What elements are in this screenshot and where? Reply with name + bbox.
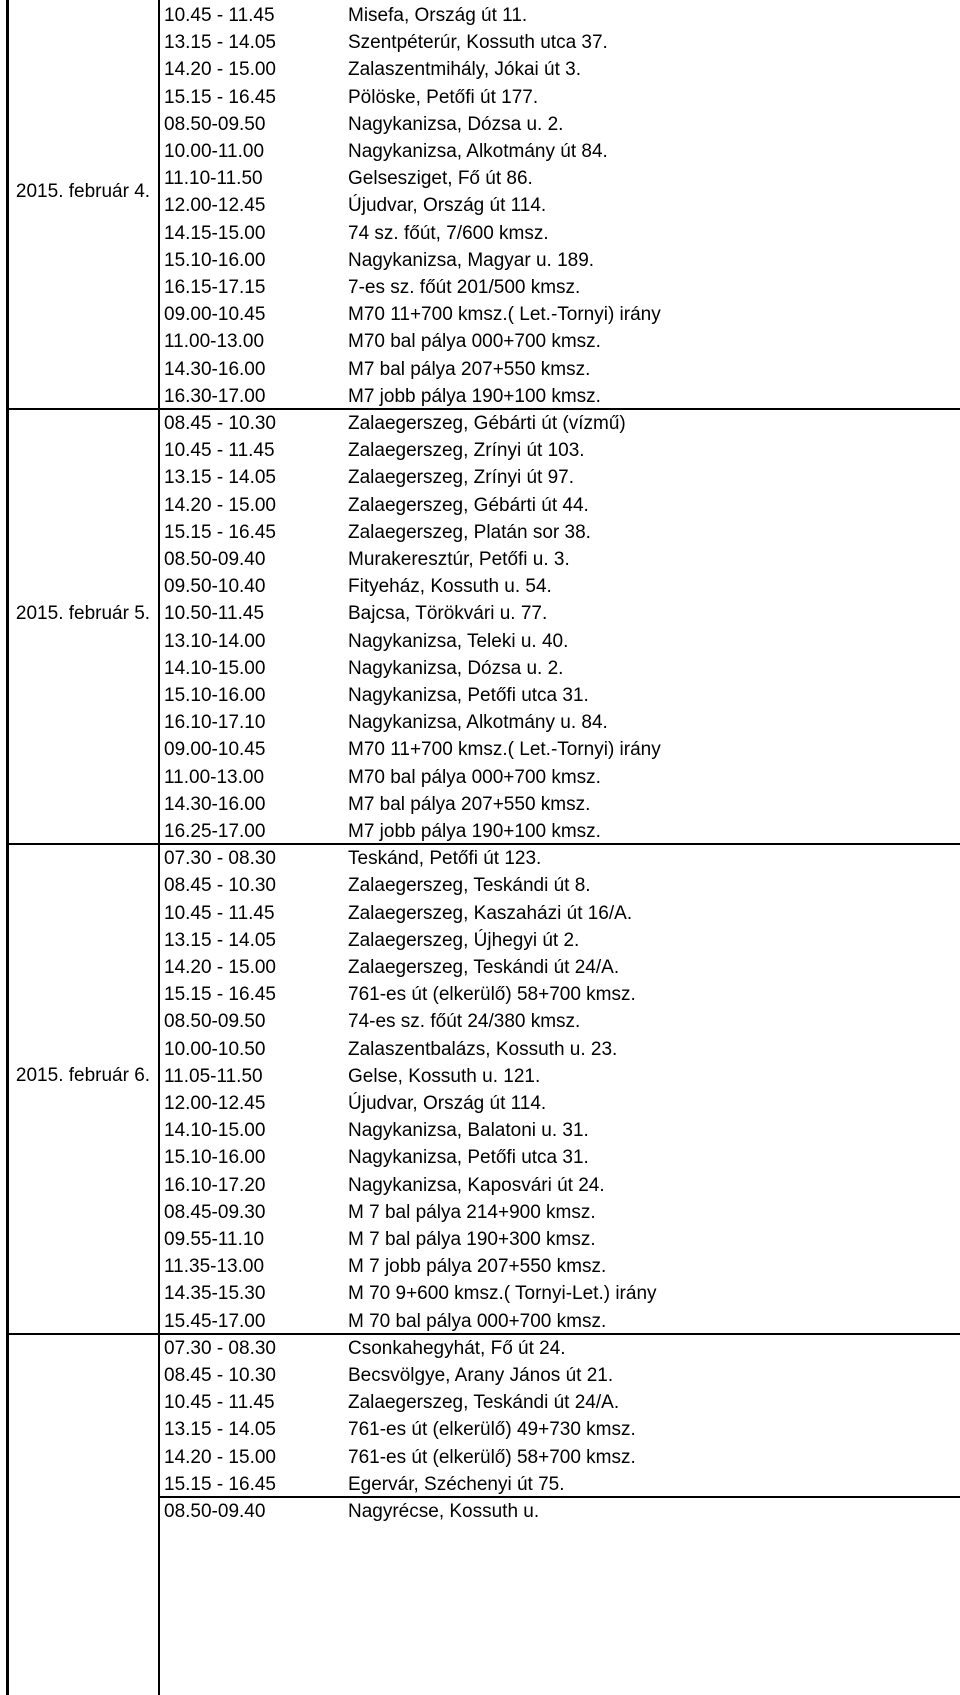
time-slot: 07.30 - 08.30 <box>164 1337 276 1359</box>
location: Zalaegerszeg, Teskándi út 8. <box>348 875 591 897</box>
schedule-row <box>160 1253 960 1281</box>
location: 7-es sz. főút 201/500 kmsz. <box>348 277 581 298</box>
time-slot: 14.30-16.00 <box>164 793 266 815</box>
time-slot: 16.10-17.10 <box>164 712 266 734</box>
time-slot: 14.10-15.00 <box>164 1120 266 1142</box>
schedule-row <box>160 682 960 710</box>
schedule-row <box>160 1498 960 1526</box>
time-slot: 15.15 - 16.45 <box>164 1473 276 1495</box>
location: M 7 jobb pálya 207+550 kmsz. <box>348 1256 607 1278</box>
location: Becsvölgye, Arany János út 21. <box>348 1365 614 1386</box>
location: Gelsesziget, Fő út 86. <box>348 168 533 190</box>
location: Nagykanizsa, Alkotmány út 84. <box>348 141 608 162</box>
time-slot: 08.50-09.50 <box>164 1011 266 1033</box>
schedule-row <box>160 900 960 928</box>
location: Nagykanizsa, Teleki u. 40. <box>348 630 569 652</box>
location: Zalaegerszeg, Platán sor 38. <box>348 521 591 543</box>
time-slot: 10.45 - 11.45 <box>164 440 275 462</box>
time-slot: 08.45 - 10.30 <box>164 413 276 434</box>
time-slot: 11.05-11.50 <box>164 1065 263 1087</box>
schedule-row <box>160 138 960 166</box>
time-slot: 13.15 - 14.05 <box>164 929 276 951</box>
schedule-row <box>160 845 960 873</box>
time-slot: 09.55-11.10 <box>164 1229 265 1250</box>
location: 74-es sz. főút 24/380 kmsz. <box>348 1011 581 1033</box>
left-border <box>6 0 9 1695</box>
time-slot: 16.15-17.15 <box>164 277 266 298</box>
schedule-row <box>160 165 960 193</box>
location: M 7 bal pálya 214+900 kmsz. <box>348 1201 596 1223</box>
time-slot: 14.20 - 15.00 <box>164 1446 276 1468</box>
time-slot: 08.50-09.40 <box>164 1501 266 1522</box>
location: Csonkahegyhát, Fő út 24. <box>348 1337 566 1359</box>
location: Nagykanizsa, Petőfi utca 31. <box>348 685 589 706</box>
schedule-row <box>160 1471 960 1499</box>
time-slot: 11.35-13.00 <box>164 1256 265 1278</box>
location: Zalaegerszeg, Kaszaházi út 16/A. <box>348 902 633 924</box>
schedule-row <box>160 791 960 819</box>
location: Nagyrécse, Kossuth u. <box>348 1501 540 1522</box>
schedule-row <box>160 736 960 764</box>
schedule-row <box>160 818 960 846</box>
location: Teskánd, Petőfi út 123. <box>348 848 542 870</box>
location: 761-es út (elkerülő) 58+700 kmsz. <box>348 1446 636 1468</box>
time-slot: 08.45 - 10.30 <box>164 875 276 897</box>
time-slot: 13.15 - 14.05 <box>164 467 276 489</box>
time-slot: 14.20 - 15.00 <box>164 494 276 516</box>
schedule-row <box>160 872 960 900</box>
schedule-row <box>160 29 960 57</box>
schedule-row <box>160 1036 960 1064</box>
time-slot: 08.50-09.50 <box>164 113 266 135</box>
location: Nagykanizsa, Balatoni u. 31. <box>348 1120 589 1142</box>
location: M 7 bal pálya 190+300 kmsz. <box>348 1229 596 1250</box>
time-slot: 14.15-15.00 <box>164 222 266 244</box>
schedule-row <box>160 628 960 656</box>
schedule-row <box>160 2 960 30</box>
location: Nagykanizsa, Alkotmány u. 84. <box>348 712 608 734</box>
time-slot: 10.50-11.45 <box>164 603 265 625</box>
schedule-row <box>160 546 960 574</box>
location: 761-es út (elkerülő) 58+700 kmsz. <box>348 984 636 1006</box>
location: Nagykanizsa, Petőfi utca 31. <box>348 1147 589 1169</box>
schedule-row <box>160 1362 960 1390</box>
location: Újudvar, Ország út 114. <box>348 195 547 217</box>
location: M7 jobb pálya 190+100 kmsz. <box>348 821 601 842</box>
location: M 70 9+600 kmsz.( Tornyi-Let.) irány <box>348 1283 657 1305</box>
time-slot: 13.15 - 14.05 <box>164 1419 276 1441</box>
time-slot: 09.50-10.40 <box>164 576 266 598</box>
schedule-row <box>160 1172 960 1200</box>
location: Zalaegerszeg, Zrínyi út 103. <box>348 440 585 462</box>
location: M70 11+700 kmsz.( Let.-Tornyi) irány <box>348 739 661 761</box>
location: Újudvar, Ország út 114. <box>348 1093 547 1114</box>
location: M7 jobb pálya 190+100 kmsz. <box>348 385 601 407</box>
location: M70 bal pálya 000+700 kmsz. <box>348 331 601 353</box>
location: 761-es út (elkerülő) 49+730 kmsz. <box>348 1419 636 1441</box>
time-slot: 11.10-11.50 <box>164 168 263 190</box>
schedule-row <box>160 437 960 465</box>
time-slot: 10.00-11.00 <box>164 141 265 162</box>
location: M7 bal pálya 207+550 kmsz. <box>348 358 591 380</box>
location: Szentpéterúr, Kossuth utca 37. <box>348 32 608 54</box>
schedule-row <box>160 1416 960 1444</box>
time-slot: 14.20 - 15.00 <box>164 59 276 81</box>
schedule-row <box>160 573 960 601</box>
schedule-row <box>160 1389 960 1417</box>
time-slot: 09.00-10.45 <box>164 739 266 761</box>
schedule-row <box>160 764 960 792</box>
time-slot: 11.00-13.00 <box>164 331 265 353</box>
time-slot: 15.10-16.00 <box>164 249 266 271</box>
time-slot: 14.35-15.30 <box>164 1283 266 1305</box>
time-slot: 15.10-16.00 <box>164 685 266 706</box>
time-slot: 15.10-16.00 <box>164 1147 266 1169</box>
location: Zalaszentbalázs, Kossuth u. 23. <box>348 1038 618 1060</box>
location: Zalaegerszeg, Teskándi út 24/A. <box>348 1392 620 1414</box>
schedule-row <box>160 1280 960 1308</box>
location: Zalaszentmihály, Jókai út 3. <box>348 59 582 81</box>
location: Zalaegerszeg, Gébárti út (vízmű) <box>348 413 626 434</box>
location: M 70 bal pálya 000+700 kmsz. <box>348 1310 607 1332</box>
time-slot: 10.45 - 11.45 <box>164 1392 275 1414</box>
location: Fityeház, Kossuth u. 54. <box>348 576 552 598</box>
location: Gelse, Kossuth u. 121. <box>348 1065 541 1087</box>
time-slot: 12.00-12.45 <box>164 1093 266 1114</box>
time-slot: 15.15 - 16.45 <box>164 521 276 543</box>
schedule-row <box>160 84 960 112</box>
schedule-row <box>160 111 960 139</box>
schedule-row <box>160 1117 960 1145</box>
time-slot: 08.45 - 10.30 <box>164 1365 276 1386</box>
day-label: 2015. február 5. <box>15 602 151 624</box>
time-slot: 09.00-10.45 <box>164 304 266 326</box>
location: Zalaegerszeg, Zrínyi út 97. <box>348 467 574 489</box>
schedule-row <box>160 192 960 220</box>
time-slot: 08.50-09.40 <box>164 549 266 570</box>
location: Misefa, Ország út 11. <box>348 5 528 26</box>
location: Bajcsa, Törökvári u. 77. <box>348 603 548 625</box>
time-slot: 11.00-13.00 <box>164 766 265 788</box>
time-slot: 16.10-17.20 <box>164 1174 266 1196</box>
schedule-row <box>160 1008 960 1036</box>
time-slot: 12.00-12.45 <box>164 195 266 217</box>
time-slot: 14.30-16.00 <box>164 358 266 380</box>
schedule-row <box>160 981 960 1009</box>
day-label: 2015. február 6. <box>15 1065 151 1086</box>
schedule-row <box>160 1226 960 1254</box>
location: Zalaegerszeg, Gébárti út 44. <box>348 494 589 516</box>
time-slot: 14.10-15.00 <box>164 657 266 679</box>
table-bottom-rule <box>158 1496 960 1498</box>
schedule-row <box>160 954 960 982</box>
schedule-row <box>160 410 960 438</box>
time-slot: 07.30 - 08.30 <box>164 848 276 870</box>
schedule-row <box>160 709 960 737</box>
location: Murakeresztúr, Petőfi u. 3. <box>348 549 570 570</box>
schedule-row <box>160 274 960 302</box>
schedule-row <box>160 301 960 329</box>
schedule-row <box>160 927 960 955</box>
schedule-row <box>160 600 960 628</box>
time-slot: 16.25-17.00 <box>164 821 266 842</box>
time-slot: 13.10-14.00 <box>164 630 266 652</box>
location: Nagykanizsa, Dózsa u. 2. <box>348 657 564 679</box>
schedule-row <box>160 1063 960 1091</box>
schedule-row <box>160 519 960 547</box>
schedule-row <box>160 356 960 384</box>
location: Nagykanizsa, Kaposvári út 24. <box>348 1174 605 1196</box>
location: Zalaegerszeg, Teskándi út 24/A. <box>348 957 620 978</box>
schedule-row <box>160 56 960 84</box>
location: Egervár, Széchenyi út 75. <box>348 1473 565 1495</box>
schedule-row <box>160 1199 960 1227</box>
location: M7 bal pálya 207+550 kmsz. <box>348 793 591 815</box>
schedule-row <box>160 1335 960 1363</box>
time-slot: 10.00-10.50 <box>164 1038 266 1060</box>
location: Zalaegerszeg, Újhegyi út 2. <box>348 929 580 951</box>
schedule-row <box>160 1308 960 1336</box>
schedule-row <box>160 464 960 492</box>
time-slot: 16.30-17.00 <box>164 385 266 407</box>
schedule-row <box>160 655 960 683</box>
location: Nagykanizsa, Dózsa u. 2. <box>348 113 564 135</box>
time-slot: 14.20 - 15.00 <box>164 957 276 978</box>
location: M70 bal pálya 000+700 kmsz. <box>348 766 601 788</box>
schedule-row <box>160 383 960 411</box>
schedule-row <box>160 1444 960 1472</box>
time-slot: 08.45-09.30 <box>164 1201 266 1223</box>
schedule-row <box>160 492 960 520</box>
time-slot: 13.15 - 14.05 <box>164 32 276 54</box>
day-label: 2015. február 4. <box>15 181 151 202</box>
location: Pölöske, Petőfi út 177. <box>348 86 539 108</box>
time-slot: 15.15 - 16.45 <box>164 984 276 1006</box>
schedule-row <box>160 247 960 275</box>
location: M70 11+700 kmsz.( Let.-Tornyi) irány <box>348 304 661 326</box>
time-slot: 10.45 - 11.45 <box>164 5 275 26</box>
location: 74 sz. főút, 7/600 kmsz. <box>348 222 549 244</box>
time-slot: 10.45 - 11.45 <box>164 902 275 924</box>
schedule-row <box>160 1090 960 1118</box>
schedule-row <box>160 220 960 248</box>
location: Nagykanizsa, Magyar u. 189. <box>348 249 595 271</box>
time-slot: 15.15 - 16.45 <box>164 86 276 108</box>
schedule-row <box>160 328 960 356</box>
schedule-row <box>160 1144 960 1172</box>
time-slot: 15.45-17.00 <box>164 1310 266 1332</box>
